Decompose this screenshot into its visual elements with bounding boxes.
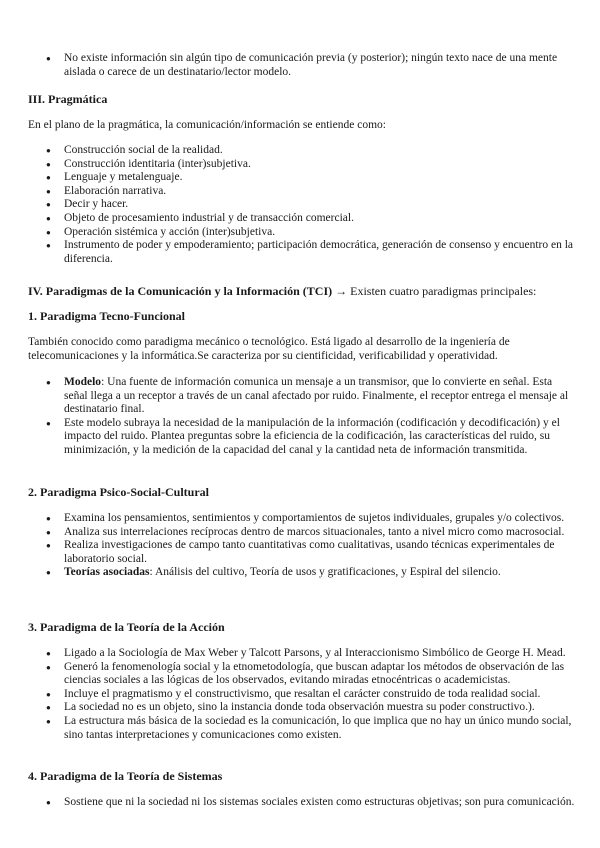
list-item: ● Realiza investigaciones de campo tanto cuantitativas como cualitativas, usando técnicas experimentales de laboratorio social. bbox=[28, 539, 576, 566]
list-item: ● La estructura más básica de la sociedad es la comunicación, lo que implica que no hay un único mundo social, sino tantas interpretaciones y comunicaciones como existen. bbox=[28, 715, 576, 742]
modelo-label: Modelo bbox=[64, 376, 102, 388]
list-item: ● Sostiene que ni la sociedad ni los sistemas sociales existen como estructuras objetivas; son pura comunicación. bbox=[28, 796, 576, 810]
teorias-label: Teorías asociadas bbox=[64, 566, 150, 579]
paradigma-3-list bbox=[28, 647, 576, 742]
list-item: ● Ligado a la Sociología de Max Weber y Talcott Parsons, y al Interaccionismo Simbólico de George H. Mead. bbox=[28, 647, 576, 661]
list-item: ● Elaboración narrativa. bbox=[28, 185, 576, 199]
list-item: ● Generó la fenomenología social y la etnometodología, que buscan adaptar los métodos de observación de las ciencias sociales a las lógicas de los observados, evitando miradas etnocéntricas o academicistas. bbox=[28, 661, 576, 688]
section-intro-pragmatica: En el plano de la pragmática, la comunicación/información se entiende como: bbox=[28, 119, 386, 131]
heading-paradigma-4: 4. Paradigma de la Teoría de Sistemas bbox=[28, 769, 223, 783]
list-item: ● Lenguaje y metalenguaje. bbox=[28, 171, 576, 185]
section-heading-paradigmas bbox=[28, 285, 576, 299]
intro-list bbox=[28, 52, 576, 79]
modelo-text: : Una fuente de información comunica un mensaje a un transmisor, que lo convierte en señal. Esta señal llega a un receptor a través de un canal afectado por ruido. Finalmente, el receptor entrega el mensaje al destinatario final. bbox=[64, 376, 569, 416]
section-heading-pragmatica: III. Pragmática bbox=[28, 92, 108, 106]
paradigma-2-list bbox=[28, 512, 576, 580]
list-item: ● Construcción social de la realidad. bbox=[28, 144, 576, 158]
paradigma-4-list bbox=[28, 796, 576, 810]
paradigmas-heading-bold: IV. Paradigmas de la Comunicación y la Información (TCI) bbox=[28, 284, 333, 298]
list-item: ● No existe información sin algún tipo de comunicación previa (y posterior); ningún texto nace de una mente aislada o carece de un destinatario/lector modelo. bbox=[28, 52, 576, 79]
list-item: ● Operación sistémica y acción (inter)subjetiva. bbox=[28, 226, 576, 240]
heading-paradigma-2: 2. Paradigma Psico-Social-Cultural bbox=[28, 485, 209, 499]
list-item bbox=[28, 566, 576, 580]
list-item bbox=[28, 376, 576, 417]
list-item: ● La sociedad no es un objeto, sino la instancia donde toda observación muestra su poder constructivo.). bbox=[28, 701, 576, 715]
heading-paradigma-3: 3. Paradigma de la Teoría de la Acción bbox=[28, 620, 225, 634]
list-item: ● Incluye el pragmatismo y el constructivismo, que resaltan el carácter construido de toda realidad social. bbox=[28, 688, 576, 702]
list-item: ● Este modelo subraya la necesidad de la manipulación de la información (codificación y decodificación) y el impacto del ruido. Plantea preguntas sobre la eficiencia de la codificación, las características del ruido, su minimización, y la medición de la capacidad del canal y la cantidad neta de información transmitida. bbox=[28, 417, 576, 458]
pragmatica-list bbox=[28, 144, 576, 266]
teorias-text: : Análisis del cultivo, Teoría de usos y gratificaciones, y Espiral del silencio. bbox=[149, 566, 501, 579]
list-item: ● Analiza sus interrelaciones recíprocas dentro de marcos situacionales, tanto a nivel micro como macrosocial. bbox=[28, 526, 576, 540]
list-item: ● Objeto de procesamiento industrial y de transacción comercial. bbox=[28, 212, 576, 226]
paradigma-1-list bbox=[28, 376, 576, 458]
list-item: ● Construcción identitaria (inter)subjetiva. bbox=[28, 158, 576, 172]
heading-paradigma-1: 1. Paradigma Tecno-Funcional bbox=[28, 309, 186, 323]
list-item: ● Decir y hacer. bbox=[28, 198, 576, 212]
paradigma-1-intro: También conocido como paradigma mecánico o tecnológico. Está ligado al desarrollo de la ingeniería de telecomunicaciones y la informática.Se caracteriza por su cientificidad, verificabilidad y operatividad. bbox=[28, 336, 510, 362]
list-item: ● Instrumento de poder y empoderamiento; participación democrática, generación de consenso y encuentro en la diferencia. bbox=[28, 239, 576, 266]
list-item: ● Examina los pensamientos, sentimientos y comportamientos de sujetos individuales, grupales y/o colectivos. bbox=[28, 512, 576, 526]
paradigmas-heading-rest: → Existen cuatro paradigmas principales: bbox=[332, 284, 537, 298]
